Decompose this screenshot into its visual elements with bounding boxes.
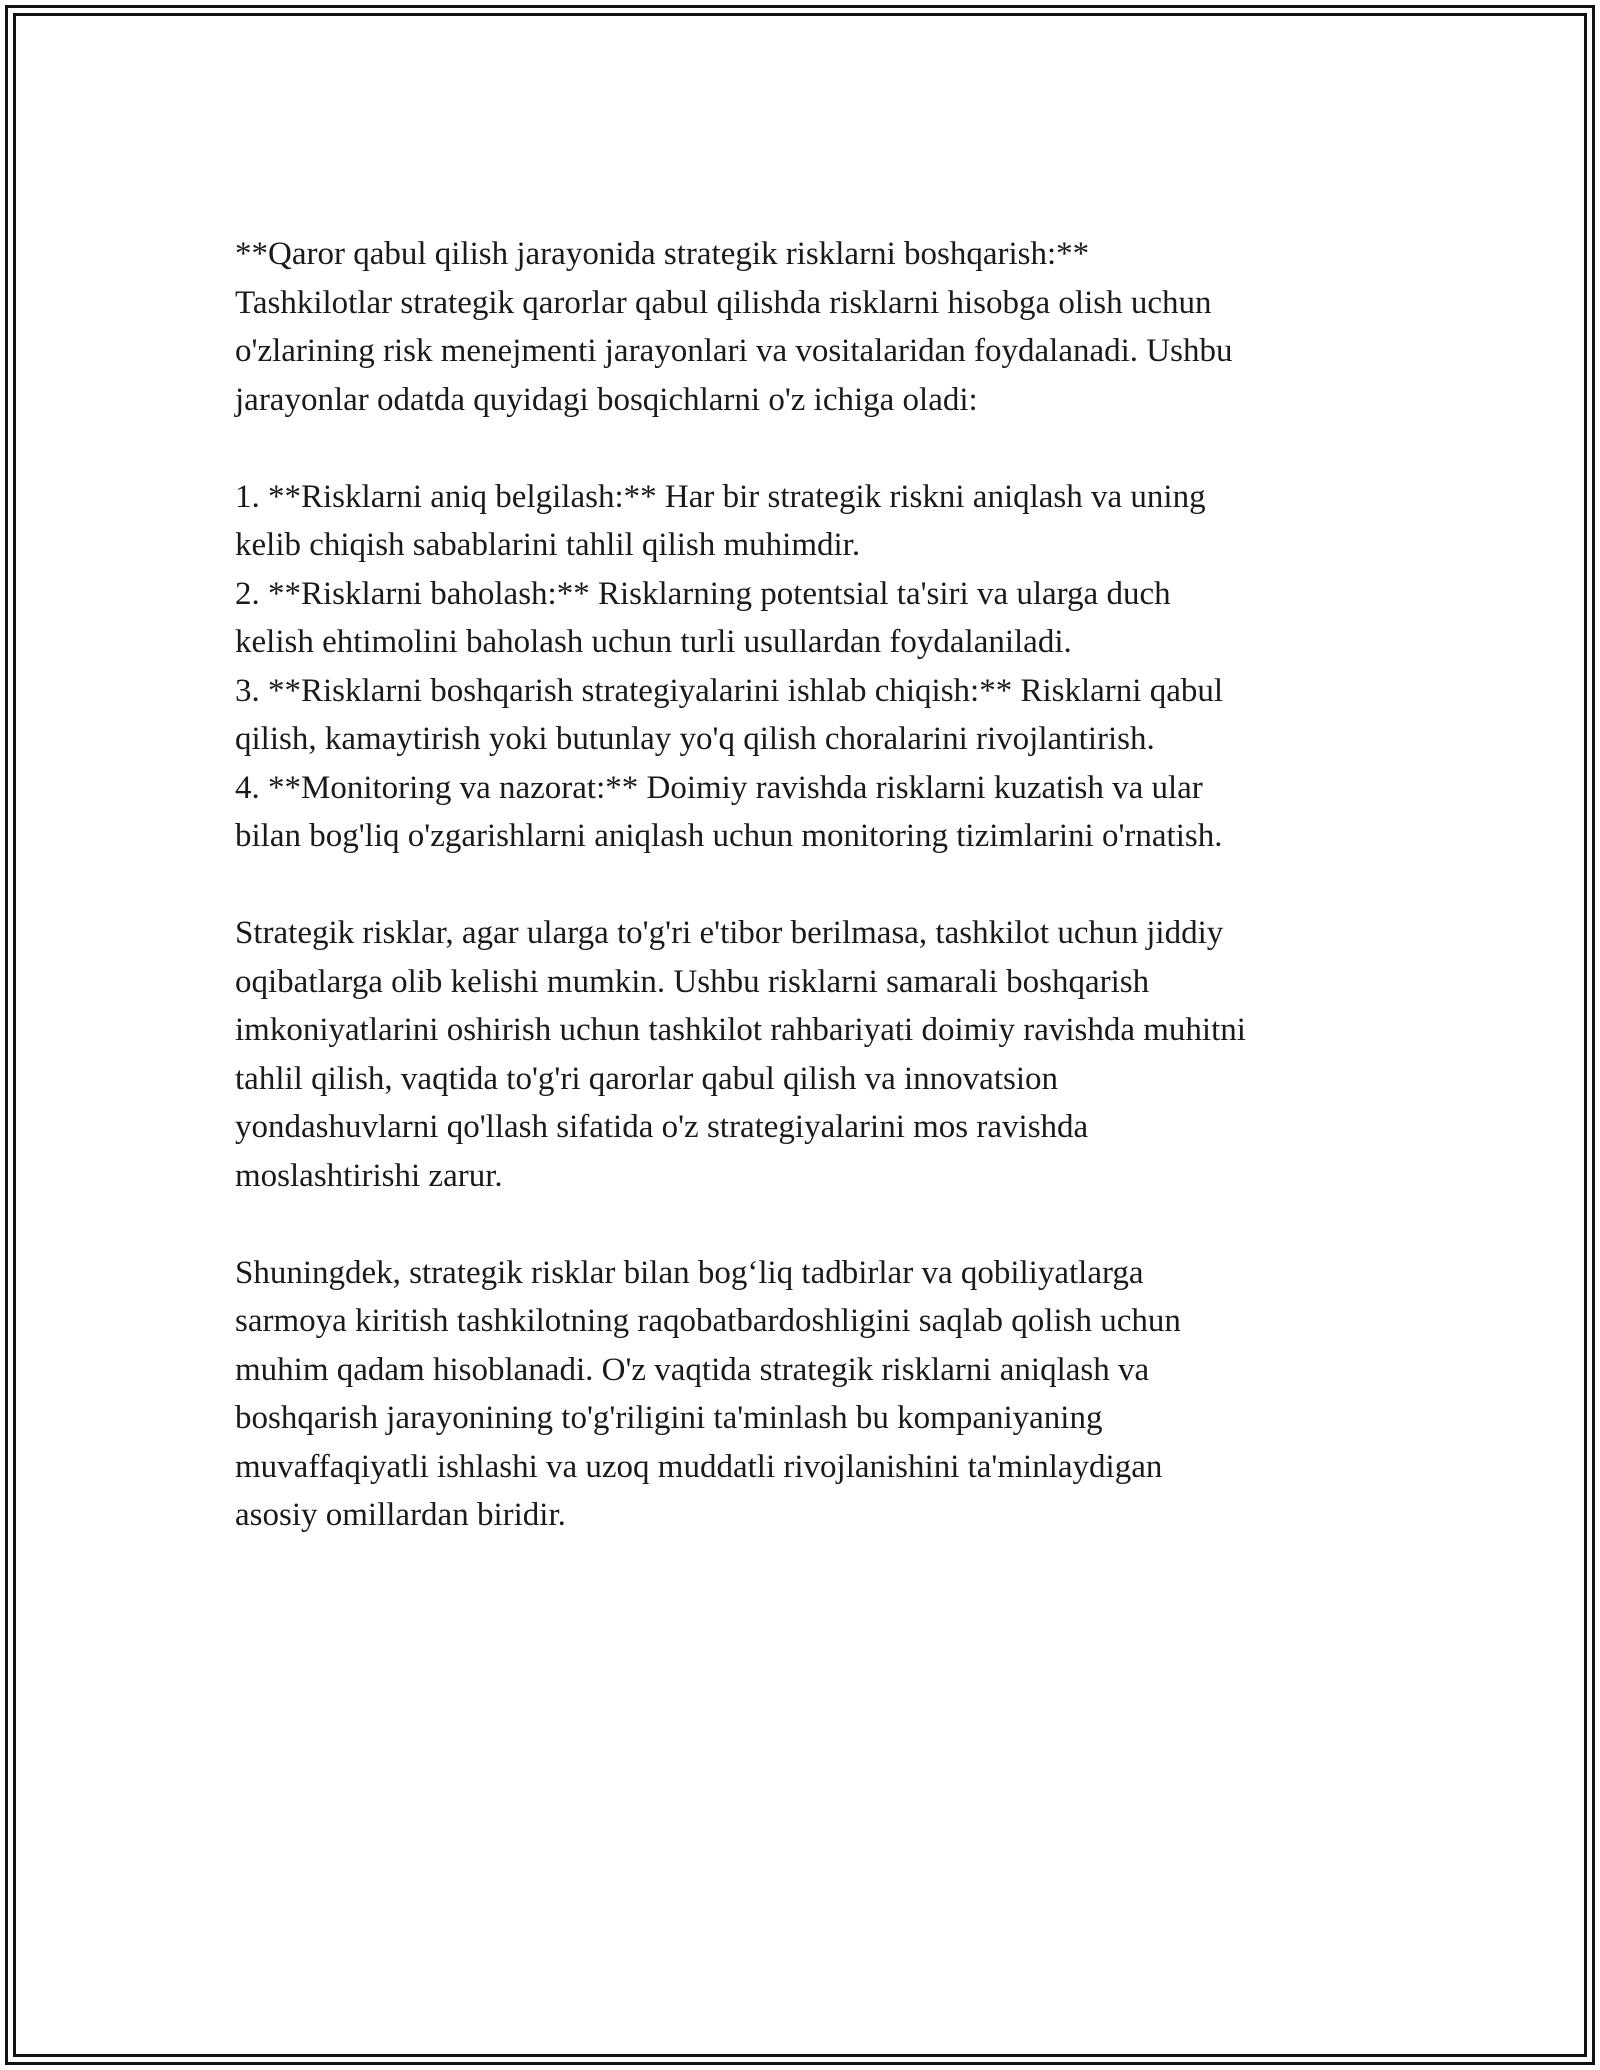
intro-line: jarayonlar odatda quyidagi bosqichlarni o'z ichiga oladi: [235, 381, 978, 418]
step-line: qilish, kamaytirish yoki butunlay yo'q qilish choralarini rivojlantirish. [235, 721, 1155, 757]
paragraph-line: imkoniyatlarini oshirish uchun tashkilot rahbariyati doimiy ravishda muhitni [235, 1012, 1246, 1048]
step-line: kelib chiqish sabablarini tahlil qilish muhimdir. [235, 527, 861, 563]
document-body [235, 230, 1375, 1540]
paragraph-line: oqibatlarga olib kelishi mumkin. Ushbu risklarni samarali boshqarish [235, 963, 1150, 1000]
paragraph-gap [235, 424, 1375, 473]
paragraph-gap [235, 1200, 1375, 1249]
section-heading: **Qaror qabul qilish jarayonida strategik risklarni boshqarish:** [235, 236, 1090, 272]
intro-line: o'zlarining risk menejmenti jarayonlari va vositalaridan foydalanadi. Ushbu [235, 333, 1233, 369]
step-line: 4. **Monitoring va nazorat:** Doimiy ravishda risklarni kuzatish va ular [235, 769, 1203, 806]
step-line: 1. **Risklarni aniq belgilash:** Har bir strategik riskni aniqlash va uning [235, 478, 1206, 515]
paragraph-line: Shuningdek, strategik risklar bilan bog‘liq tadbirlar va qobiliyatlarga [235, 1254, 1144, 1291]
paragraph-gap [235, 861, 1375, 910]
step-line: bilan bog'liq o'zgarishlarni aniqlash uchun monitoring tizimlarini o'rnatish. [235, 818, 1223, 854]
paragraph-line: asosiy omillardan biridir. [235, 1497, 566, 1533]
paragraph-line: yondashuvlarni qo'llash sifatida o'z strategiyalarini mos ravishda [235, 1109, 1089, 1145]
step-line: kelish ehtimolini baholash uchun turli usullardan foydalaniladi. [235, 624, 1072, 660]
paragraph-line: tahlil qilish, vaqtida to'g'ri qarorlar qabul qilish va innovatsion [235, 1060, 1059, 1097]
paragraph-line: muhim qadam hisoblanadi. O'z vaqtida strategik risklarni aniqlash va [235, 1351, 1150, 1388]
paragraph-line: sarmoya kiritish tashkilotning raqobatbardoshligini saqlab qolish uchun [235, 1303, 1181, 1339]
paragraph-line: muvaffaqiyatli ishlashi va uzoq muddatli rivojlanishini ta'minlaydigan [235, 1448, 1163, 1485]
paragraph-line: moslashtirishi zarur. [235, 1157, 503, 1194]
paragraph-line: boshqarish jarayonining to'g'riligini ta'minlash bu kompaniyaning [235, 1400, 1103, 1436]
intro-line: Tashkilotlar strategik qarorlar qabul qilishda risklarni hisobga olish uchun [235, 284, 1212, 321]
paragraph-line: Strategik risklar, agar ularga to'g'ri e'tibor berilmasa, tashkilot uchun jiddiy [235, 915, 1224, 951]
step-line: 2. **Risklarni baholash:** Risklarning potentsial ta'siri va ularga duch [235, 575, 1171, 612]
step-line: 3. **Risklarni boshqarish strategiyalarini ishlab chiqish:** Risklarni qabul [235, 672, 1224, 709]
